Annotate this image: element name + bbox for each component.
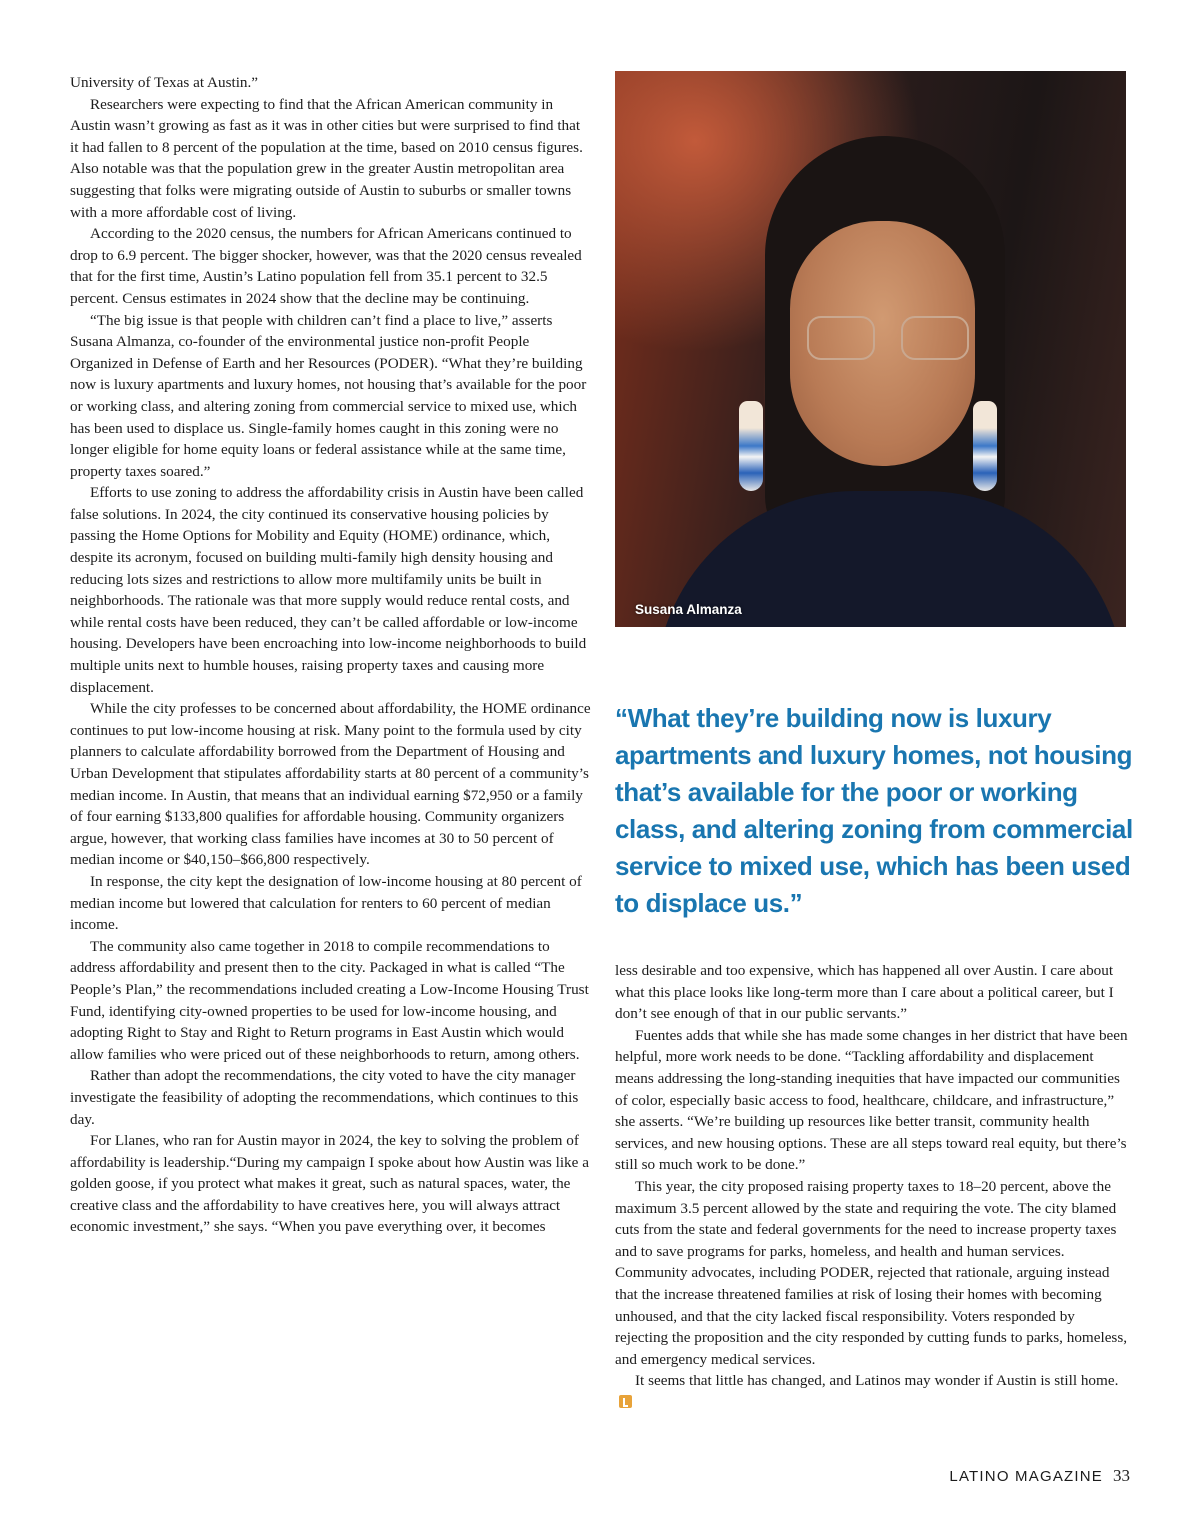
article-paragraph: Fuentes adds that while she has made some changes in her district that have been helpful, more work needs to be done. “Tackling affordability and displacement means addressing the long-standing inequities that have impacted our communities of color, especially basic access to food, healthcare, childcare, and infrastructure,” she asserts. “We’re building up resources like better transit, community health services, and new housing options. These are all steps toward real equity, but there’s still so much work to be done.”: [615, 1026, 1128, 1174]
latino-magazine-logo-icon: [619, 1395, 632, 1408]
article-paragraph: Efforts to use zoning to address the affordability crisis in Austin have been called false solutions. In 2024, the city continued its conservative housing policies by passing the Home Options for Mobility and Equity (HOME) ordinance, which, despite its acronym, focused on building multi-family high density housing and reducing lots sizes and restrictions to allow more multifamily units be built in neighborhoods. The rationale was that more supply would reduce rental costs, and while rental costs have been reduced, they can’t be called affordable or low-income housing. Developers have been encroaching into low-income neighborhoods to build multiple units next to humble houses, raising property taxes and causing more displacement.: [70, 484, 587, 696]
article-paragraph: less desirable and too expensive, which has happened all over Austin. I care about what this place looks like long-term more than I care about a political career, but I don’t see enough of that in our public servants.”: [615, 962, 1114, 1023]
article-left-column: [70, 72, 592, 1238]
photo-glasses-shape: [803, 316, 973, 376]
portrait-photo: [615, 71, 1126, 627]
closing-sentence: It seems that little has changed, and Latinos may wonder if Austin is still home.: [635, 1372, 1119, 1390]
article-paragraph: According to the 2020 census, the numbers for African Americans continued to drop to 6.9 percent. The bigger shocker, however, was that the 2020 census revealed that for the first time, Austin’s Latino population fell from 35.1 percent to 32.5 percent. Census estimates in 2024 show that the decline may be continuing.: [70, 225, 582, 307]
page-number: 33: [1113, 1466, 1130, 1485]
article-paragraph: Rather than adopt the recommendations, the city voted to have the city manager investigate the feasibility of adopting the recommendations, which continues to this day.: [70, 1067, 579, 1128]
article-paragraph: This year, the city proposed raising property taxes to 18–20 percent, above the maximum 3.5 percent allowed by the state and requiring the vote. The city blamed cuts from the state and federal governments for the need to increase property taxes and to save programs for parks, homeless, and health and human services. Community advocates, including PODER, rejected that rationale, arguing instead that the increase threatened families at risk of losing their homes with becoming unhoused, and that the city lacked fiscal responsibility. Voters responded by rejecting the proposition and the city responded by cutting funds to parks, homeless, and emergency medical services.: [615, 1177, 1128, 1368]
article-paragraph: “The big issue is that people with children can’t find a place to live,” asserts Susana Almanza, co-founder of the environmental justice non-profit People Organized in Defense of Earth and her Resources (PODER). “What they’re building now is luxury apartments and luxury homes, not housing that’s available for the poor or working class, and altering zoning from commercial service to mixed use, which has been used to displace us. Single-family homes caught in this zoning were no longer eligible for home equity loans or federal assistance while at the same time, property taxes soared.”: [70, 311, 587, 480]
photo-earring-shape: [739, 401, 763, 491]
article-paragraph: University of Texas at Austin.”: [70, 74, 259, 91]
article-paragraph: For Llanes, who ran for Austin mayor in 2024, the key to solving the problem of affordability is leadership.“During my campaign I spoke about how Austin was like a golden goose, if you protect what makes it great, such as natural spaces, water, the creative class and the affordability to have creatives here, you will always attract economic investment,” she says. “When you pave everything over, it becomes: [70, 1132, 589, 1236]
pull-quote: “What they’re building now is luxury apartments and luxury homes, not housing that’s available for the poor or working class, and altering zoning from commercial service to mixed use, which has been used to displace us.”: [615, 703, 1133, 918]
article-paragraph: The community also came together in 2018 to compile recommendations to address affordability and present then to the city. Packaged in what is called “The People’s Plan,” the recommendations included creating a Low-Income Housing Trust Fund, identifying city-owned properties to be used for low-income housing, and adopting Right to Stay and Right to Return programs in East Austin which would allow families who were priced out of these neighborhoods to return, among others.: [70, 937, 589, 1063]
article-right-column: [615, 960, 1131, 1413]
page-footer: [949, 1466, 1130, 1486]
article-paragraph: While the city professes to be concerned about affordability, the HOME ordinance continues to put low-income housing at risk. Many point to the formula used by city planners to calculate affordability borrowed from the Department of Housing and Urban Development that stipulates affordability starts at 80 percent of a community’s median income. In Austin, that means that an individual earning $72,950 or a family of four earning $133,800 qualifies for affordable housing. Community organizers argue, however, that working class families have incomes at 30 to 50 percent of median income or $40,150–$66,800 respectively.: [70, 700, 591, 869]
photo-earring-shape: [973, 401, 997, 491]
publication-name: LATINO MAGAZINE: [949, 1468, 1103, 1485]
photo-caption: Susana Almanza: [635, 602, 742, 617]
article-paragraph: [615, 1370, 1131, 1413]
article-paragraph: Researchers were expecting to find that the African American community in Austin wasn’t growing as fast as it was in other cities but were surprised to find that it had fallen to 8 percent of the population at the time, based on 2010 census figures. Also notable was that the population grew in the greater Austin metropolitan area suggesting that folks were migrating outside of Austin to suburbs or smaller towns with a more affordable cost of living.: [70, 95, 583, 221]
article-paragraph: In response, the city kept the designation of low-income housing at 80 percent of median income but lowered that calculation for renters to 60 percent of median income.: [70, 872, 582, 934]
